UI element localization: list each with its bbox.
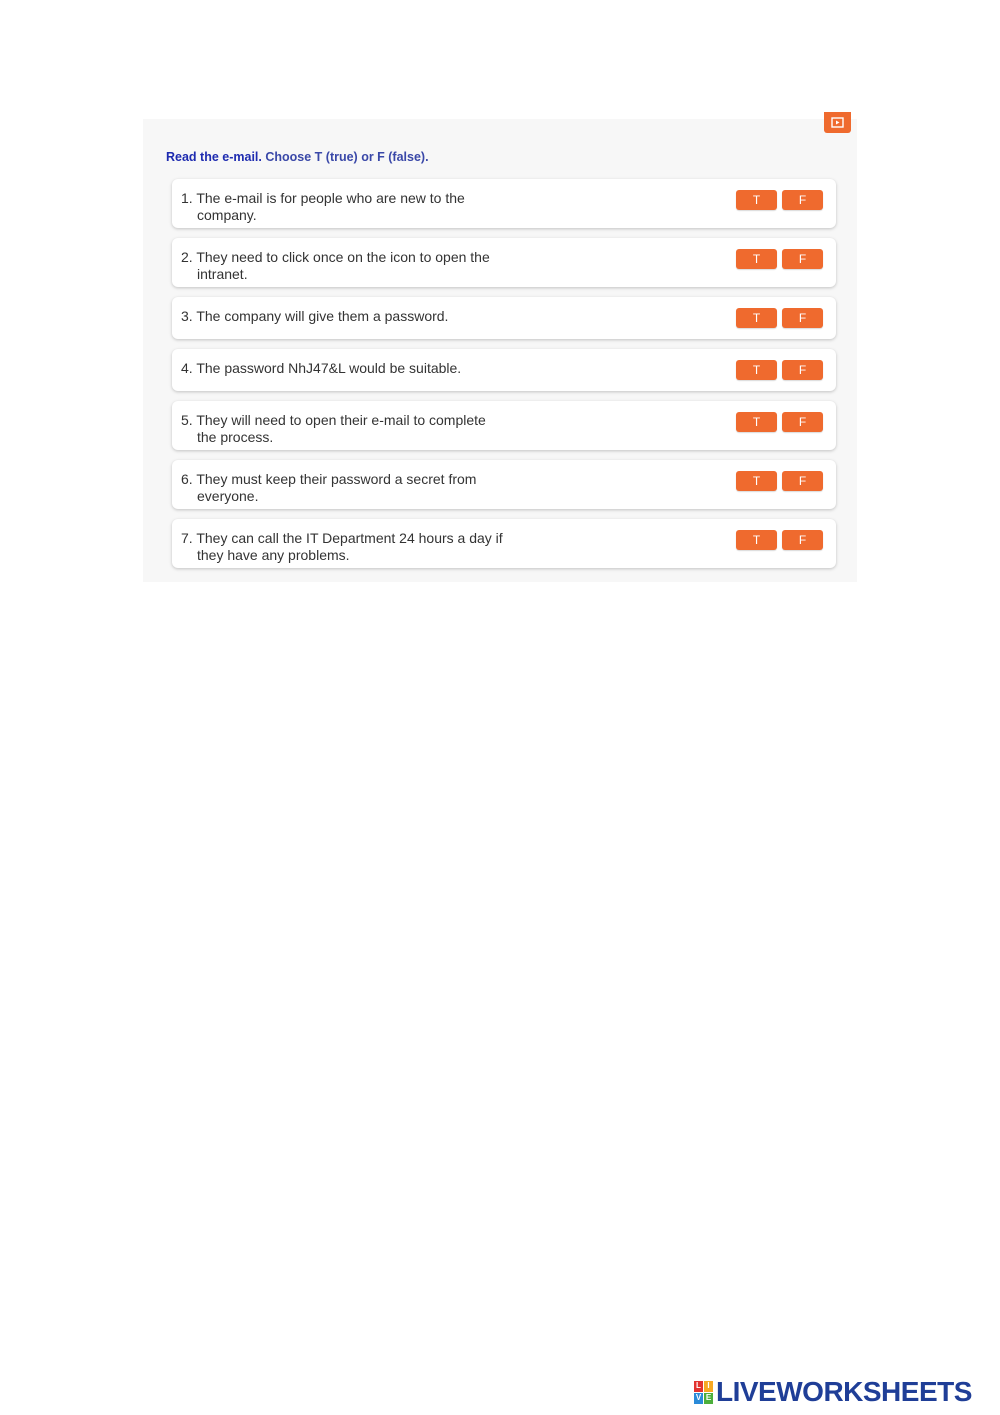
question-statement: They will need to open their e-mail to complete the process. bbox=[196, 412, 486, 445]
false-button[interactable]: F bbox=[782, 249, 823, 269]
logo-mark-letter: V bbox=[695, 1393, 702, 1402]
false-button[interactable]: F bbox=[782, 360, 823, 380]
question-text bbox=[181, 530, 522, 564]
question-text bbox=[181, 412, 487, 446]
question-number: 3. bbox=[181, 308, 193, 324]
question-statement: The e-mail is for people who are new to the company. bbox=[196, 190, 465, 223]
question-number: 7. bbox=[181, 530, 193, 546]
question-statement: The company will give them a password. bbox=[196, 308, 449, 324]
false-button[interactable]: F bbox=[782, 471, 823, 491]
question-statement: The password NhJ47&L would be suitable. bbox=[196, 360, 462, 376]
false-button[interactable]: F bbox=[782, 308, 823, 328]
instruction bbox=[166, 150, 429, 164]
question-statement: They can call the IT Department 24 hours a day if they have any problems. bbox=[196, 530, 503, 563]
expand-button[interactable] bbox=[824, 112, 851, 133]
question-number: 1. bbox=[181, 190, 193, 206]
question-statement: They must keep their password a secret from everyone. bbox=[196, 471, 477, 504]
logo-mark-letter: E bbox=[705, 1393, 712, 1402]
question-card bbox=[172, 349, 836, 391]
true-button[interactable]: T bbox=[736, 308, 777, 328]
true-button[interactable]: T bbox=[736, 190, 777, 210]
true-button[interactable]: T bbox=[736, 530, 777, 550]
false-button[interactable]: F bbox=[782, 190, 823, 210]
question-text bbox=[181, 360, 527, 377]
question-card bbox=[172, 179, 836, 228]
question-card bbox=[172, 401, 836, 450]
logo-mark-icon bbox=[694, 1381, 713, 1404]
question-text bbox=[181, 471, 507, 505]
logo-text: LIVEWORKSHEETS bbox=[716, 1376, 972, 1407]
expand-icon bbox=[831, 117, 844, 128]
question-number: 5. bbox=[181, 412, 193, 428]
question-text bbox=[181, 190, 507, 224]
true-button[interactable]: T bbox=[736, 360, 777, 380]
true-button[interactable]: T bbox=[736, 471, 777, 491]
false-button[interactable]: F bbox=[782, 412, 823, 432]
true-button[interactable]: T bbox=[736, 412, 777, 432]
question-card bbox=[172, 238, 836, 287]
true-button[interactable]: T bbox=[736, 249, 777, 269]
false-button[interactable]: F bbox=[782, 530, 823, 550]
logo-mark-letter: L bbox=[694, 1381, 703, 1392]
liveworksheets-logo[interactable] bbox=[694, 1377, 972, 1407]
question-text bbox=[181, 249, 507, 283]
question-text bbox=[181, 308, 527, 325]
question-card bbox=[172, 519, 836, 568]
question-card bbox=[172, 297, 836, 339]
logo-mark-letter: I bbox=[704, 1381, 713, 1392]
question-number: 6. bbox=[181, 471, 193, 487]
instruction-lead: Read the e-mail. bbox=[166, 150, 262, 164]
question-number: 2. bbox=[181, 249, 193, 265]
instruction-rest: Choose T (true) or F (false). bbox=[265, 150, 429, 164]
question-statement: They need to click once on the icon to open the intranet. bbox=[196, 249, 490, 282]
question-card bbox=[172, 460, 836, 509]
question-number: 4. bbox=[181, 360, 193, 376]
